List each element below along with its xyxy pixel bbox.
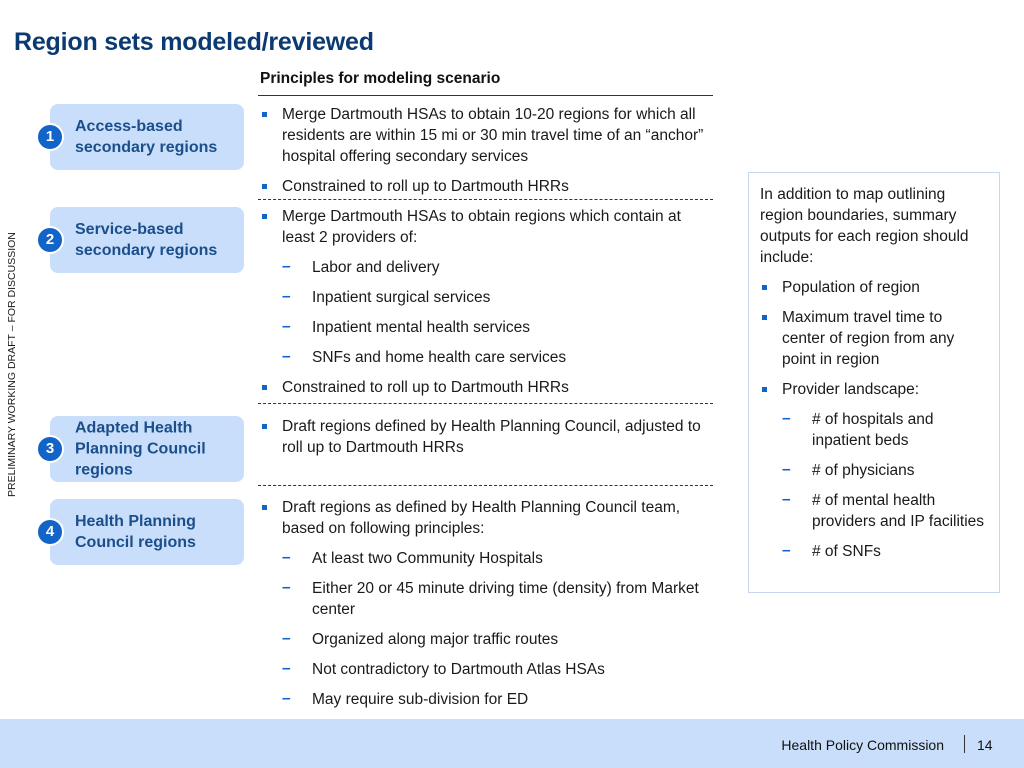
region-number-badge: 4 — [36, 518, 64, 546]
draft-watermark-note: PRELIMINARY WORKING DRAFT – FOR DISCUSSION — [6, 232, 18, 497]
bullet-item: Constrained to roll up to Dartmouth HRRs — [260, 377, 715, 398]
bullet-item: Merge Dartmouth HSAs to obtain regions which contain at least 2 providers of: — [260, 206, 715, 248]
sub-bullet-item: – May require sub-division for ED — [260, 689, 715, 710]
region-label: Health Planning Council regions — [75, 513, 196, 551]
principles-heading: Principles for modeling scenario — [260, 70, 501, 87]
sub-bullet-item: – Inpatient mental health services — [260, 317, 715, 338]
section-divider — [258, 403, 713, 404]
region-label: Adapted Health Planning Council regions — [75, 419, 206, 479]
bullet-item: Constrained to roll up to Dartmouth HRRs — [260, 176, 715, 197]
region-card-3 — [45, 416, 244, 482]
sub-bullet-item: – At least two Community Hospitals — [260, 548, 715, 569]
region-card-4 — [45, 499, 244, 565]
footer-organization: Health Policy Commission — [781, 737, 944, 753]
sub-bullet-item: – Inpatient surgical services — [260, 287, 715, 308]
bullet-item: Draft regions as defined by Health Planning Council team, based on following principles: — [260, 497, 715, 539]
sub-bullet-item: – Organized along major traffic routes — [260, 629, 715, 650]
summary-intro: In addition to map outlining region boundaries, summary outputs for each region should include: — [760, 186, 969, 266]
footer-divider — [964, 735, 965, 753]
sub-bullet-item: – # of physicians — [760, 460, 989, 481]
heading-divider — [258, 95, 713, 96]
region-number-badge: 3 — [36, 435, 64, 463]
bullet-item: Maximum travel time to center of region from any point in region — [760, 307, 989, 370]
bullet-item: Population of region — [760, 277, 989, 298]
section-divider — [258, 199, 713, 200]
footer-bar — [0, 719, 1024, 768]
region-card-2 — [45, 207, 244, 273]
summary-outputs-box — [748, 172, 1000, 593]
region-card-1 — [45, 104, 244, 170]
sub-bullet-item: – Not contradictory to Dartmouth Atlas HSAs — [260, 659, 715, 680]
page-title: Region sets modeled/reviewed — [14, 28, 374, 56]
sub-bullet-item: – Either 20 or 45 minute driving time (density) from Market center — [260, 578, 715, 620]
sub-bullet-item: – # of SNFs — [760, 541, 989, 562]
principles-section-3 — [260, 416, 715, 467]
sub-bullet-item: – # of hospitals and inpatient beds — [760, 409, 989, 451]
page-number: 14 — [977, 737, 993, 753]
principles-section-2 — [260, 206, 715, 407]
section-divider — [258, 485, 713, 486]
region-label: Access-based secondary regions — [75, 118, 218, 156]
region-number-badge: 2 — [36, 226, 64, 254]
region-label: Service-based secondary regions — [75, 221, 218, 259]
bullet-item: Draft regions defined by Health Planning Council, adjusted to roll up to Dartmouth HRRs — [260, 416, 715, 458]
principles-section-4 — [260, 497, 715, 719]
bullet-item: Merge Dartmouth HSAs to obtain 10-20 regions for which all residents are within 15 mi or 30 min travel time of an “anchor” hospital offering secondary services — [260, 104, 715, 167]
region-number-badge: 1 — [36, 123, 64, 151]
bullet-item: Provider landscape: — [760, 379, 989, 400]
sub-bullet-item: – SNFs and home health care services — [260, 347, 715, 368]
principles-section-1 — [260, 104, 715, 206]
sub-bullet-item: – Labor and delivery — [260, 257, 715, 278]
sub-bullet-item: – # of mental health providers and IP facilities — [760, 490, 989, 532]
